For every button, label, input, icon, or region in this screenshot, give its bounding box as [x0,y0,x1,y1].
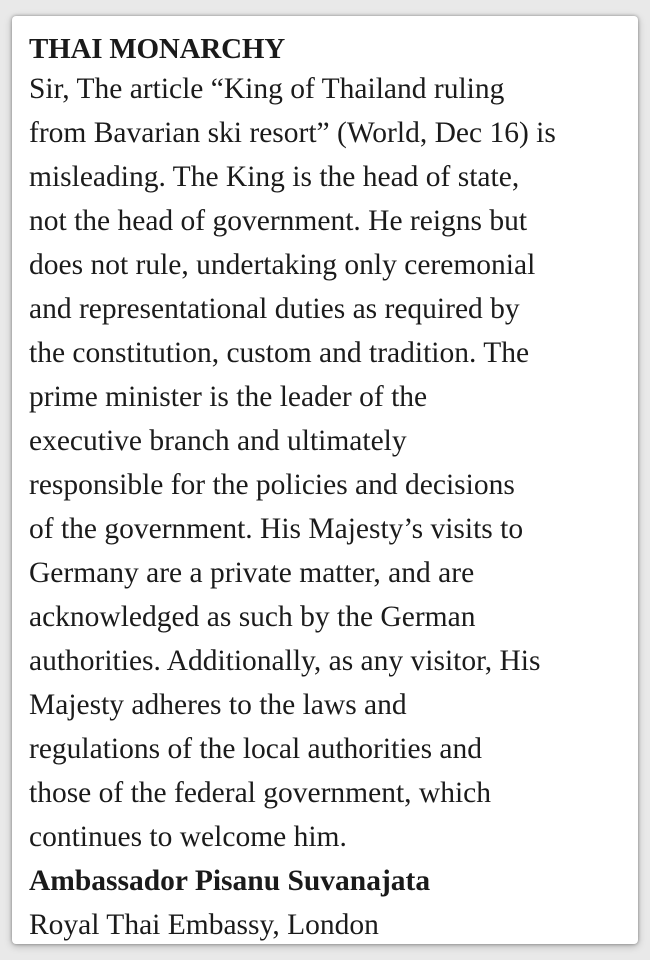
letter-line: Germany are a private matter, and are [29,557,475,589]
letter-line: those of the federal government, which [29,777,492,809]
letter-line: of the government. His Majesty’s visits to [29,513,524,545]
letter-line: continues to welcome him. [29,821,347,853]
letter-line: does not rule, undertaking only ceremonial [29,249,536,281]
letter-body [29,67,624,859]
letter-line: Majesty adheres to the laws and [29,689,407,721]
letter-line: and representational duties as required by [29,293,520,325]
letter-affiliation: Royal Thai Embassy, London [29,909,379,941]
letter-line: regulations of the local authorities and [29,733,483,765]
letter-line: prime minister is the leader of the [29,381,428,413]
letter-card [12,16,638,944]
letter-line: the constitution, custom and tradition. The [29,337,530,369]
letter-line: not the head of government. He reigns but [29,205,528,237]
letter-line: authorities. Additionally, as any visitor, His [29,645,541,677]
letter-line: misleading. The King is the head of state, [29,161,520,193]
letter-line: executive branch and ultimately [29,425,407,457]
letter-line: responsible for the policies and decisions [29,469,515,501]
letter-line: acknowledged as such by the German [29,601,476,633]
letter-signature: Ambassador Pisanu Suvanajata [29,865,431,897]
letter-heading: THAI MONARCHY [29,33,285,65]
letter-line: Sir, The article “King of Thailand ruling [29,73,505,105]
letter-line: from Bavarian ski resort” (World, Dec 16) is [29,117,556,149]
